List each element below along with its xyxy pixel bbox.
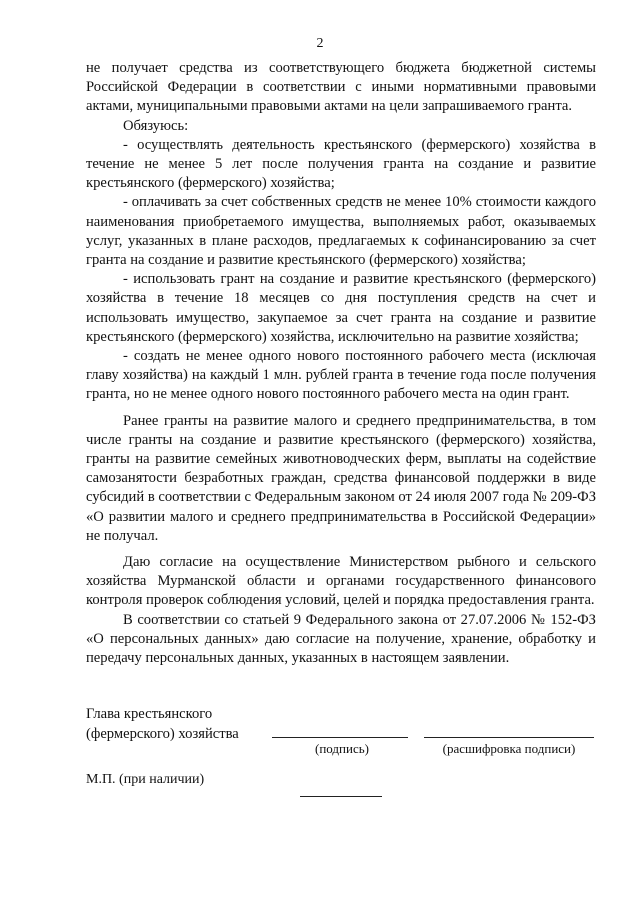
stamp-label: М.П. (при наличии) [86, 772, 205, 787]
signature-decoding-caption: (расшифровка подписи) [442, 741, 576, 756]
signature-line [272, 737, 408, 738]
paragraph-personal-data-consent: В соответствии со статьей 9 Федерального закона от 27.07.2006 № 152-ФЗ «О персональных данных» даю согласие на получение, хранение, обработку и передачу персональных данных, указанных в настоящем заявлении. [86, 611, 596, 667]
obligation-item-1: - осуществлять деятельность крестьянского (фермерского) хозяйства в течение не менее 5 лет после получения гранта на создание и развитие крестьянского (фермерского) хозяйства; [86, 136, 596, 192]
paragraph-obligations-heading: Обязуюсь: [123, 117, 189, 134]
obligation-item-2: - оплачивать за счет собственных средств не менее 10% стоимости каждого наименования приобретаемого имущества, выполняемых работ, оказываемых услуг, указанных в плане расходов, предлагаемых к софинансированию за счет гранта на создание и развитие крестьянского (фермерского) хозяйства; [86, 194, 596, 269]
signature-decoding-line [424, 737, 594, 738]
paragraph-previous-grants: Ранее гранты на развитие малого и среднего предпринимательства, в том числе гранты на создание и развитие крестьянского (фермерского) хозяйства, гранты на развитие семейных животноводческих ферм, выплаты на содействие самозанятости безработных граждан, средства финансовой поддержки в виде субсидий в соответствии с Федеральным законом от 24 июля 2007 года № 209-ФЗ «О развитии малого и среднего предпринимательства в Российской Федерации» не получал. [86, 412, 596, 544]
paragraph-inspection-consent: Даю согласие на осуществление Министерством рыбного и сельского хозяйства Мурманской области и органами государственного финансового контроля проверок соблюдения условий, целей и порядка предоставления гранта. [86, 554, 596, 609]
paragraph-continuation: не получает средства из соответствующего бюджета бюджетной системы Российской Федерации в соответствии с иными нормативными правовыми актами, муниципальными правовыми актами на цели запрашиваемого гранта. [86, 60, 596, 115]
signature-label-line-1: Глава крестьянского [86, 706, 213, 722]
obligation-item-4: - создать не менее одного нового постоянного рабочего места (исключая главу хозяйства) на каждый 1 млн. рублей гранта в течение года после получения гранта, но не менее одного нового постоянного рабочего места на один грант. [86, 348, 596, 403]
signature-label-line-2: (фермерского) хозяйства [86, 725, 239, 742]
stamp-line [300, 796, 382, 797]
signature-caption: (подпись) [315, 741, 369, 756]
obligation-item-3: - использовать грант на создание и развитие крестьянского (фермерского) хозяйства в течение 18 месяцев со дня поступления средств на счет и использовать имущество, закупаемое за счет гранта на создание и развитие крестьянского (фермерского) хозяйства, исключительно на развитие хозяйства; [86, 271, 596, 345]
document-body [86, 59, 596, 668]
signature-label [86, 705, 266, 744]
page-number: 2 [316, 36, 324, 51]
